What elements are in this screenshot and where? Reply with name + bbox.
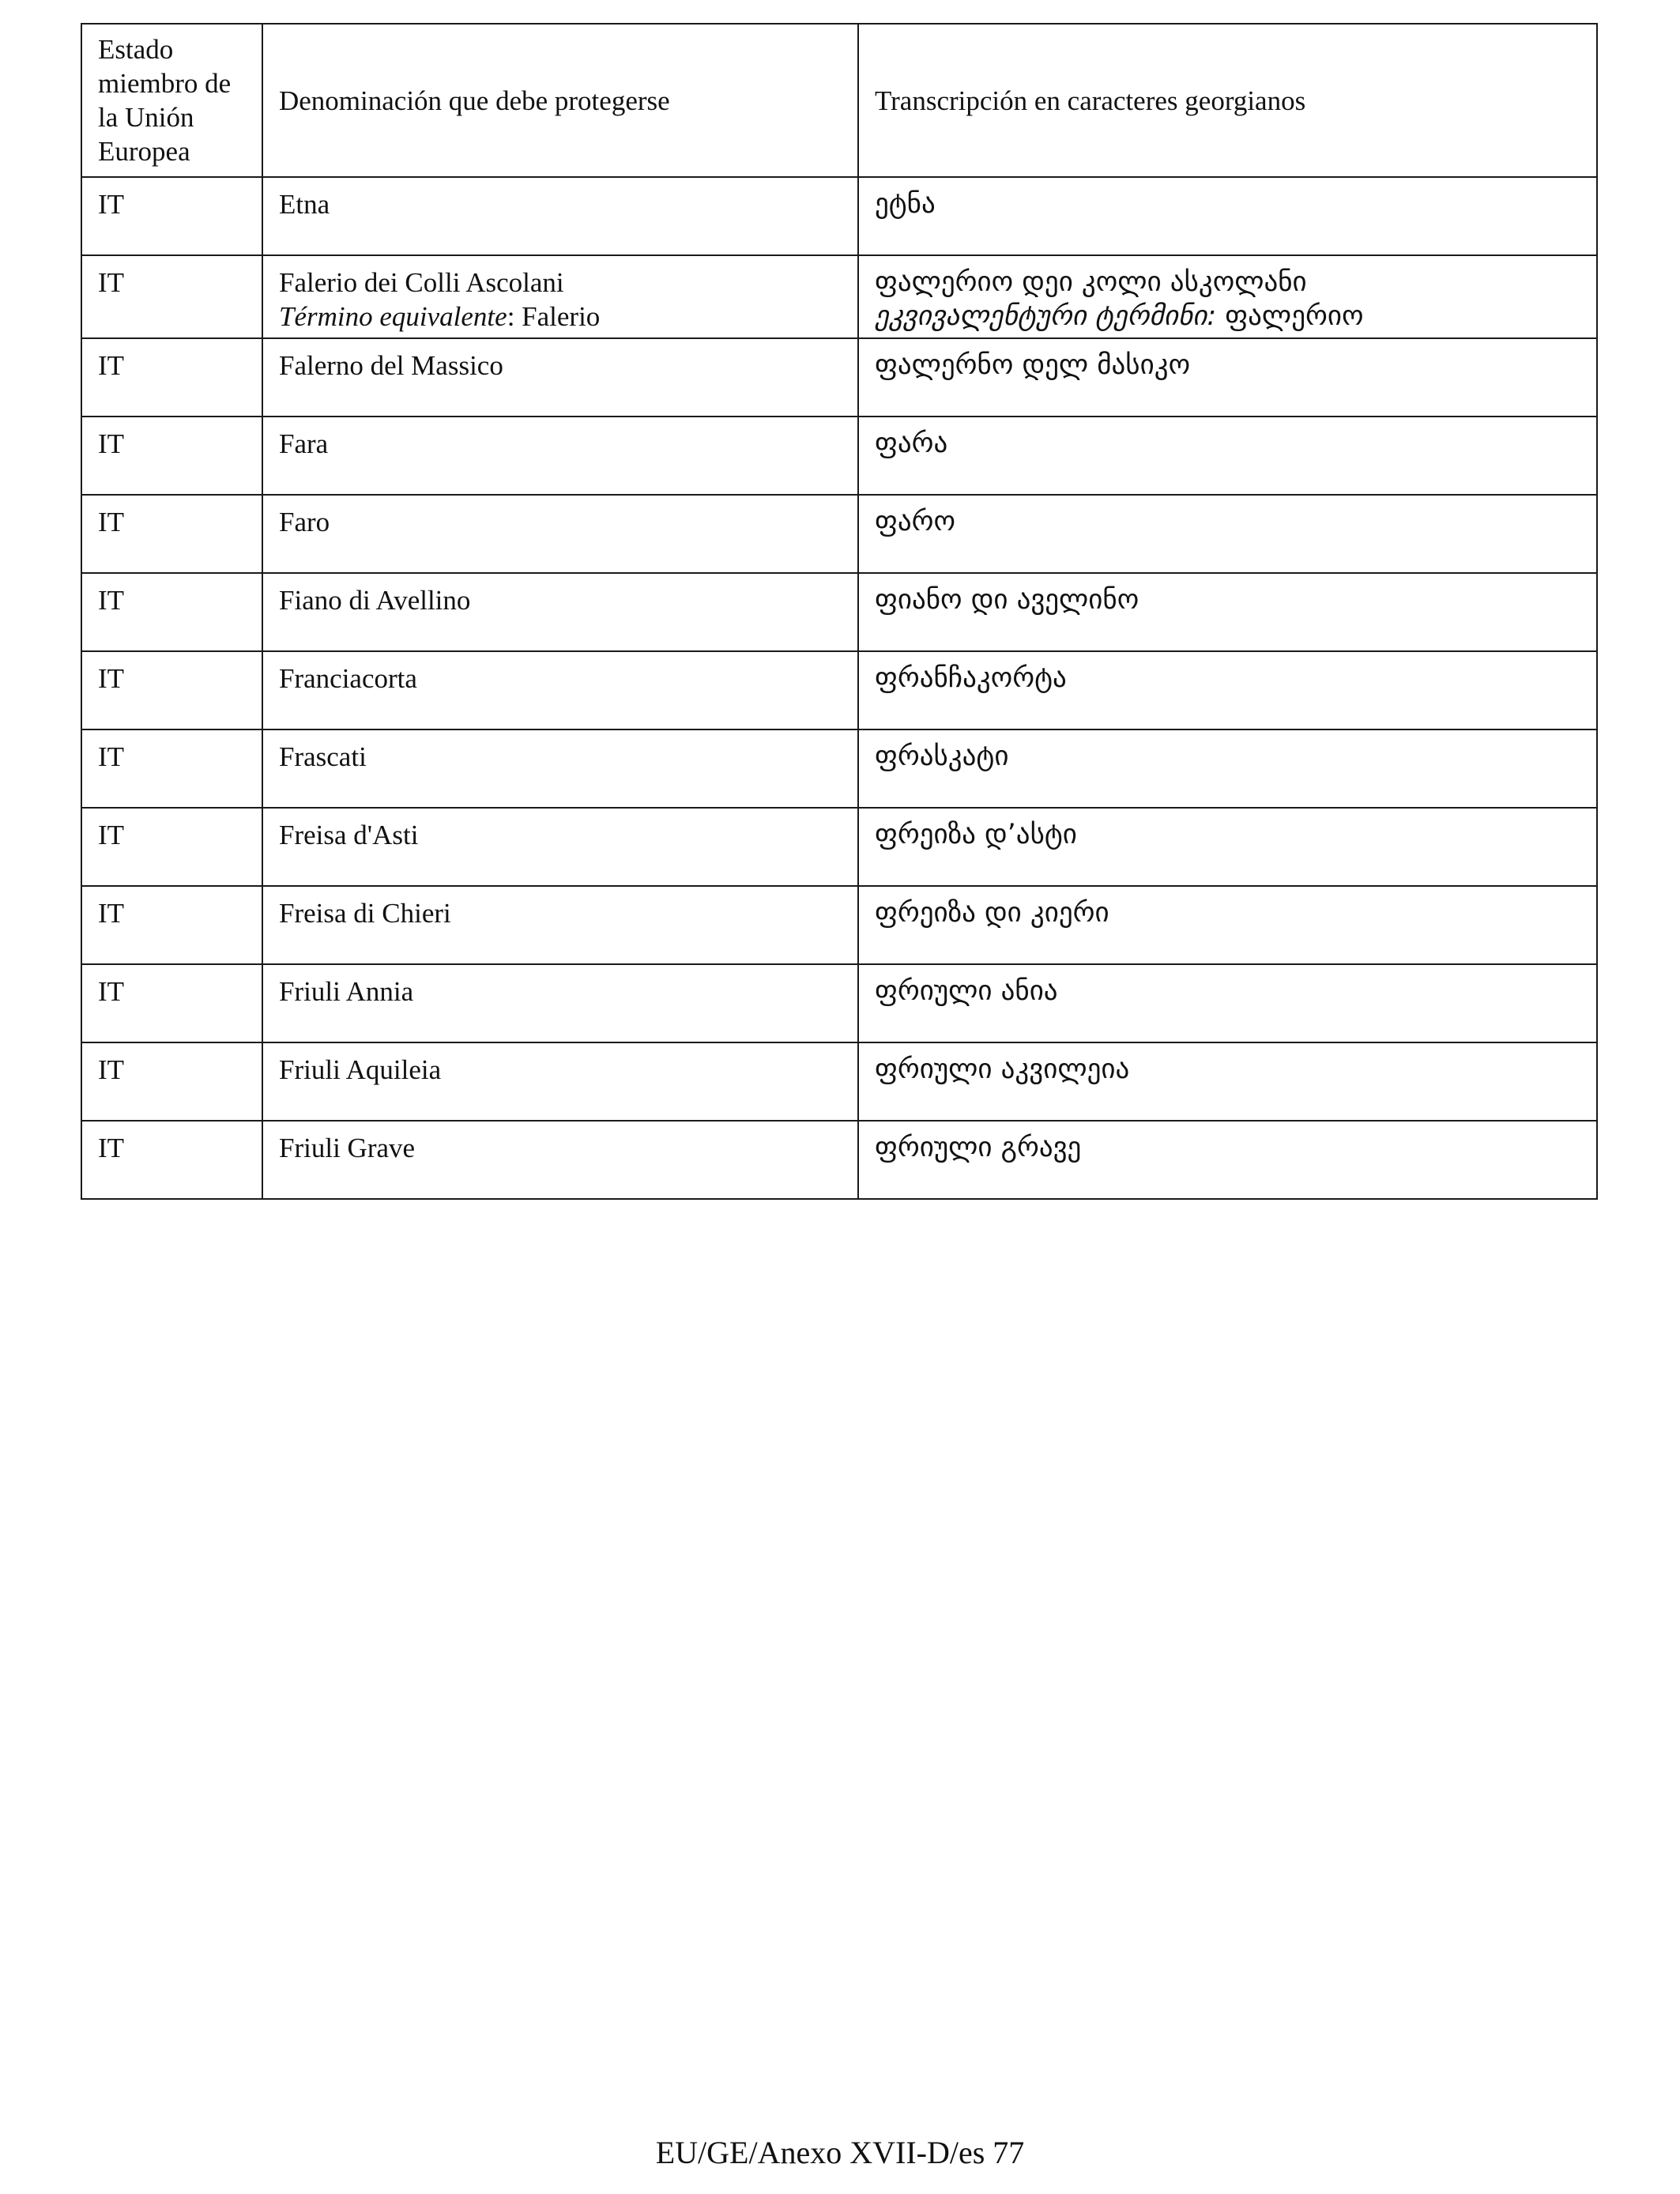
cell-name: Friuli Grave [262, 1121, 858, 1199]
cell-state: IT [81, 886, 262, 964]
equivalent-label: Término equivalente [279, 301, 507, 332]
cell-name: Freisa d'Asti [262, 808, 858, 886]
table-row [81, 651, 1597, 729]
cell-name: Friuli Annia [262, 964, 858, 1042]
cell-name: Frascati [262, 729, 858, 808]
table-row [81, 255, 1597, 338]
table-row [81, 1121, 1597, 1199]
table-row [81, 729, 1597, 808]
cell-state: IT [81, 417, 262, 495]
cell-transcription: ფრიული აკვილეია [858, 1042, 1597, 1121]
cell-name: Franciacorta [262, 651, 858, 729]
table-row [81, 495, 1597, 573]
cell-state: IT [81, 1042, 262, 1121]
table-row [81, 886, 1597, 964]
cell-transcription: ფარო [858, 495, 1597, 573]
cell-transcription: ფარა [858, 417, 1597, 495]
cell-name: Fiano di Avellino [262, 573, 858, 651]
equivalent-value: Falerio [522, 301, 601, 332]
cell-name: Faro [262, 495, 858, 573]
cell-transcription: ფალერნო დელ მასიკო [858, 338, 1597, 417]
table-row [81, 177, 1597, 255]
header-transcription: Transcripción en caracteres georgianos [858, 24, 1597, 177]
cell-transcription: ფრანჩაკორტა [858, 651, 1597, 729]
name-equivalent: Término equivalente: Falerio [279, 301, 601, 332]
table-row [81, 573, 1597, 651]
cell-name: Friuli Aquileia [262, 1042, 858, 1121]
cell-state: IT [81, 808, 262, 886]
cell-transcription: ფრეიზა დ’ასტი [858, 808, 1597, 886]
cell-transcription: ფრიული გრავე [858, 1121, 1597, 1199]
cell-state: IT [81, 495, 262, 573]
table-row [81, 417, 1597, 495]
table-row [81, 964, 1597, 1042]
cell-state: IT [81, 255, 262, 338]
cell-state: IT [81, 338, 262, 417]
cell-state: IT [81, 177, 262, 255]
cell-name: Fara [262, 417, 858, 495]
table-row [81, 808, 1597, 886]
transcription-main: ფალერიო დეი კოლი ასკოლანი [875, 266, 1307, 298]
equivalent-label-geo: ეკვივალენტური ტერმინი: [875, 300, 1217, 332]
header-state: Estado miembro de la Unión Europea [81, 24, 262, 177]
cell-state: IT [81, 651, 262, 729]
table-header-row [81, 24, 1597, 177]
cell-state: IT [81, 964, 262, 1042]
cell-transcription: ფრიული ანია [858, 964, 1597, 1042]
cell-transcription: ეტნა [858, 177, 1597, 255]
cell-name: Freisa di Chieri [262, 886, 858, 964]
cell-name: Falerno del Massico [262, 338, 858, 417]
transcription-equivalent [875, 300, 1580, 334]
name-main: Falerio dei Colli Ascolani [279, 267, 564, 298]
cell-transcription [858, 255, 1597, 338]
cell-transcription: ფრეიზა დი კიერი [858, 886, 1597, 964]
cell-name: Etna [262, 177, 858, 255]
designations-table [81, 23, 1598, 1200]
cell-state: IT [81, 729, 262, 808]
equivalent-value-geo: ფალერიო [1225, 300, 1364, 332]
cell-transcription: ფიანო დი აველინო [858, 573, 1597, 651]
cell-state: IT [81, 573, 262, 651]
page-footer-reference: EU/GE/Anexo XVII-D/es 77 [655, 2135, 1025, 2170]
table-row [81, 338, 1597, 417]
table-row [81, 1042, 1597, 1121]
header-name: Denominación que debe protegerse [262, 24, 858, 177]
cell-state: IT [81, 1121, 262, 1199]
cell-name [262, 255, 858, 338]
cell-transcription: ფრასკატი [858, 729, 1597, 808]
